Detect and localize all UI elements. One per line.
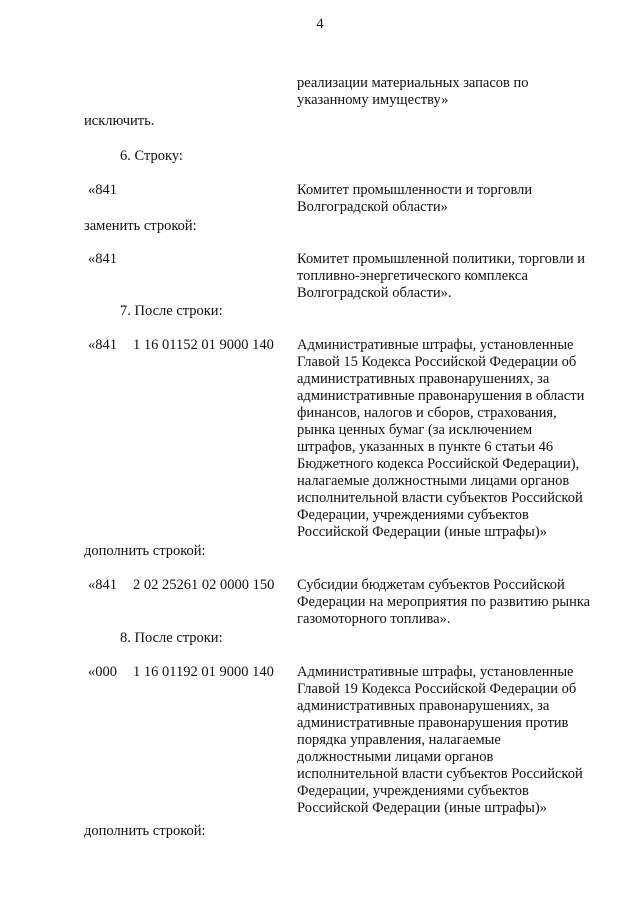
add-text: дополнить строкой:	[84, 823, 206, 839]
item-8-heading: 8. После строки:	[120, 630, 223, 646]
row-kbk-code: 2 02 25261 02 0000 150	[133, 577, 275, 593]
row-code: «000	[88, 664, 117, 680]
text-line: газомоторного топлива».	[297, 611, 451, 627]
text-line: Административные штрафы, установленные	[297, 664, 574, 680]
row-description	[297, 251, 597, 302]
row-code: «841	[88, 182, 117, 198]
text-line: Волгоградской области».	[297, 285, 452, 301]
row-description	[297, 182, 597, 216]
text-line: Главой 19 Кодекса Российской Федерации об	[297, 681, 577, 697]
text-line: исполнительной власти субъектов Российской	[297, 766, 583, 782]
row-code: «841	[88, 577, 117, 593]
text-line: Бюджетного кодекса Российской Федерации),	[297, 456, 580, 472]
text-line: Главой 15 Кодекса Российской Федерации об	[297, 354, 577, 370]
text-line: Волгоградской области»	[297, 199, 448, 215]
row-kbk-code: 1 16 01192 01 9000 140	[133, 664, 274, 680]
text-line: указанному имуществу»	[297, 92, 449, 108]
text-line: Федерации, учреждениями субъектов	[297, 783, 529, 799]
item-7-heading: 7. После строки:	[120, 303, 223, 319]
text-line: Российской Федерации (иные штрафы)»	[297, 524, 547, 540]
text-line: налагаемые должностными лицами органов	[297, 473, 570, 489]
row-kbk-code: 1 16 01152 01 9000 140	[133, 337, 274, 353]
add-text: дополнить строкой:	[84, 543, 206, 559]
row-code: «841	[88, 251, 117, 267]
text-line: административных правонарушениях, за	[297, 698, 550, 714]
text-line: рынка ценных бумаг (за исключением	[297, 422, 533, 438]
text-line: реализации материальных запасов по	[297, 75, 529, 91]
row-code: «841	[88, 337, 117, 353]
top-fragment-text	[297, 75, 597, 109]
text-line: исполнительной власти субъектов Российской	[297, 490, 583, 506]
text-line: Комитет промышленности и торговли	[297, 182, 533, 198]
text-line: Субсидии бюджетам субъектов Российской	[297, 577, 565, 593]
text-line: административные правонарушения против	[297, 715, 569, 731]
text-line: Комитет промышленной политики, торговли и	[297, 251, 585, 267]
text-line: должностными лицами органов	[297, 749, 494, 765]
row-description	[297, 577, 597, 628]
replace-text: заменить строкой:	[84, 218, 197, 234]
text-line: топливно-энергетического комплекса	[297, 268, 528, 284]
text-line: порядка управления, налагаемые	[297, 732, 501, 748]
row-description	[297, 664, 597, 817]
exclude-text: исключить.	[84, 113, 155, 129]
item-6-heading: 6. Строку:	[120, 148, 183, 164]
page-number: 4	[316, 16, 324, 32]
text-line: административных правонарушениях, за	[297, 371, 550, 387]
row-description	[297, 337, 597, 541]
text-line: Федерации на мероприятия по развитию рынка	[297, 594, 591, 610]
text-line: финансов, налогов и сборов, страхования,	[297, 405, 557, 421]
text-line: штрафов, указанных в пункте 6 статьи 46	[297, 439, 554, 455]
text-line: Российской Федерации (иные штрафы)»	[297, 800, 547, 816]
text-line: административные правонарушения в области	[297, 388, 585, 404]
text-line: Административные штрафы, установленные	[297, 337, 574, 353]
text-line: Федерации, учреждениями субъектов	[297, 507, 529, 523]
